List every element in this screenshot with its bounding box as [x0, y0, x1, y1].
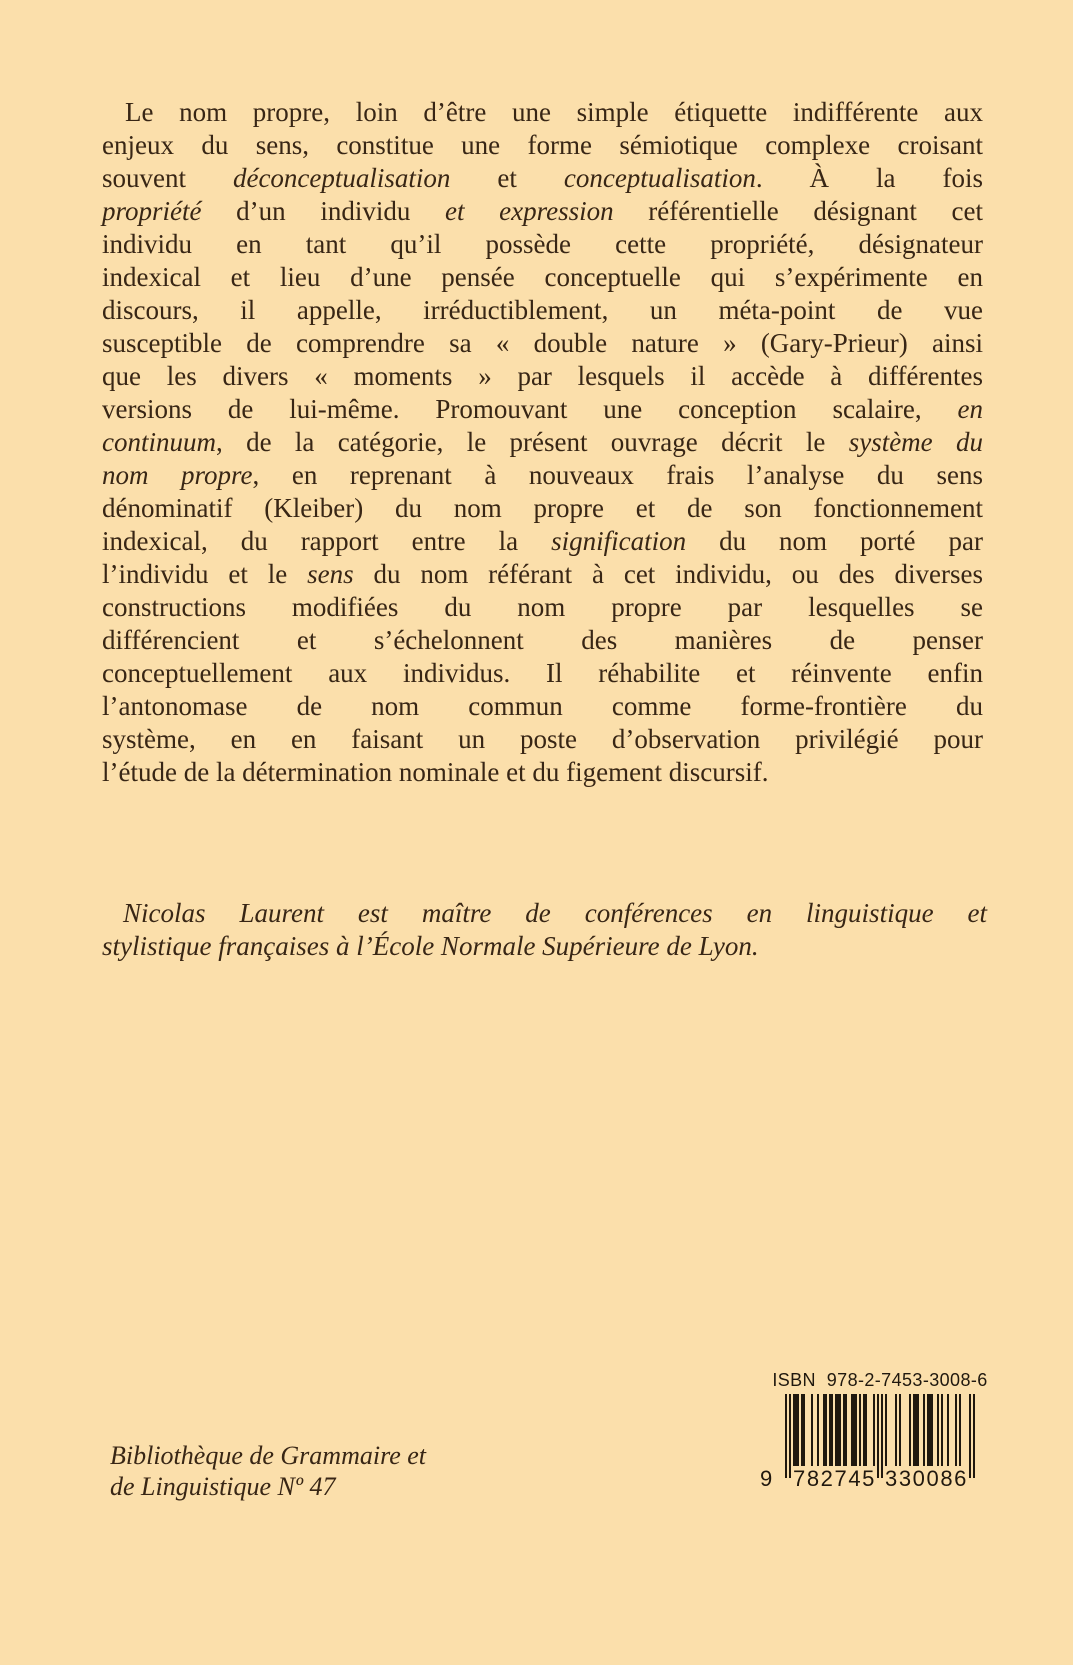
text-segment: susceptible de comprendre sa « double nature » (Gary-Prieur) ainsi [102, 328, 983, 358]
text-segment: Le nom propre, loin d’être une simple étiquette indifférente aux [125, 97, 983, 127]
text-segment: que les divers « moments » par lesquels il accède à différentes [102, 361, 983, 391]
text-segment: constructions modifiées du nom propre par lesquelles se [102, 592, 983, 622]
text-segment: indexical, du rapport entre la [102, 526, 552, 556]
text-line [102, 459, 983, 492]
blurb-paragraph [102, 96, 983, 789]
text-segment: du nom référant à cet individu, ou des diverses [353, 559, 983, 589]
italic-text-segment: en [957, 394, 983, 424]
text-line [102, 360, 983, 393]
text-line [102, 930, 987, 963]
text-segment: versions de lui-même. Promouvant une conception scalaire, [102, 394, 958, 424]
text-line [102, 624, 983, 657]
text-segment: , de la catégorie, le présent ouvrage décrit le [216, 427, 849, 457]
text-line [102, 723, 983, 756]
text-line [102, 426, 983, 459]
text-line [102, 897, 987, 930]
text-segment: référentielle désignant cet [613, 196, 983, 226]
author-bio [102, 897, 987, 963]
text-line [102, 228, 983, 261]
text-line [102, 294, 983, 327]
text-segment: . À la fois [755, 163, 983, 193]
text-segment: individu en tant qu’il possède cette propriété, désignateur [102, 229, 983, 259]
italic-text-segment: continuum [102, 427, 216, 457]
text-line [102, 195, 983, 228]
barcode-digits [760, 1466, 975, 1491]
text-line [102, 690, 983, 723]
italic-text-segment: et expression [445, 196, 614, 226]
text-line [102, 129, 983, 162]
text-segment: du nom porté par [686, 526, 983, 556]
text-segment: d’un individu [201, 196, 445, 226]
text-line [102, 591, 983, 624]
text-line [102, 525, 983, 558]
barcode-digit-first: 9 [760, 1466, 773, 1491]
italic-text-segment: déconceptualisation [232, 163, 451, 193]
isbn-label: ISBN 978-2-7453-3008-6 [772, 1370, 988, 1390]
barcode-digits-left: 782745 [793, 1466, 877, 1491]
text-segment: discours, il appelle, irréductiblement, un méta-point de vue [102, 295, 983, 325]
text-line [102, 327, 983, 360]
text-segment: , en reprenant à nouveaux frais l’analyse du sens [252, 460, 983, 490]
italic-text-segment: système du [848, 427, 983, 457]
text-segment: enjeux du sens, constitue une forme sémiotique complexe croisant [102, 130, 983, 160]
italic-text-segment: conceptualisation [563, 163, 756, 193]
series-line-1: Bibliothèque de Grammaire et [110, 1441, 427, 1470]
text-line [102, 261, 983, 294]
barcode-digits-right: 330086 [885, 1466, 969, 1491]
text-segment: conceptuellement aux individus. Il réhabilite et réinvente enfin [102, 658, 983, 688]
text-segment: stylistique françaises à l’École Normale Supérieure de Lyon. [102, 931, 759, 961]
text-line [102, 492, 983, 525]
text-line [102, 162, 983, 195]
series-line-2: de Linguistique Nº 47 [110, 1472, 336, 1501]
text-segment: différencient et s’échelonnent des manières de penser [102, 625, 983, 655]
text-line [102, 756, 983, 789]
italic-text-segment: sens [307, 559, 354, 589]
series-info [110, 1440, 426, 1502]
text-segment: l’étude de la détermination nominale et du figement discursif. [102, 757, 769, 787]
text-segment: système, en en faisant un poste d’observation privilégié pour [102, 724, 983, 754]
italic-text-segment: propriété [102, 196, 202, 226]
isbn-block [760, 1370, 991, 1494]
text-segment: indexical et lieu d’une pensée conceptuelle qui s’expérimente en [102, 262, 983, 292]
text-segment: souvent [102, 163, 233, 193]
text-line [102, 393, 983, 426]
text-line [102, 558, 983, 591]
text-line [102, 96, 983, 129]
text-segment: l’individu et le [102, 559, 308, 589]
ean13-barcode [760, 1394, 975, 1494]
text-segment: Nicolas Laurent est maître de conférences en linguistique et [123, 898, 987, 928]
text-segment: l’antonomase de nom commun comme forme-frontière du [102, 691, 983, 721]
italic-text-segment: signification [551, 526, 687, 556]
text-segment: et [450, 163, 564, 193]
text-line [102, 657, 983, 690]
text-segment: dénominatif (Kleiber) du nom propre et de son fonctionnement [102, 493, 983, 523]
italic-text-segment: nom propre [102, 460, 253, 490]
